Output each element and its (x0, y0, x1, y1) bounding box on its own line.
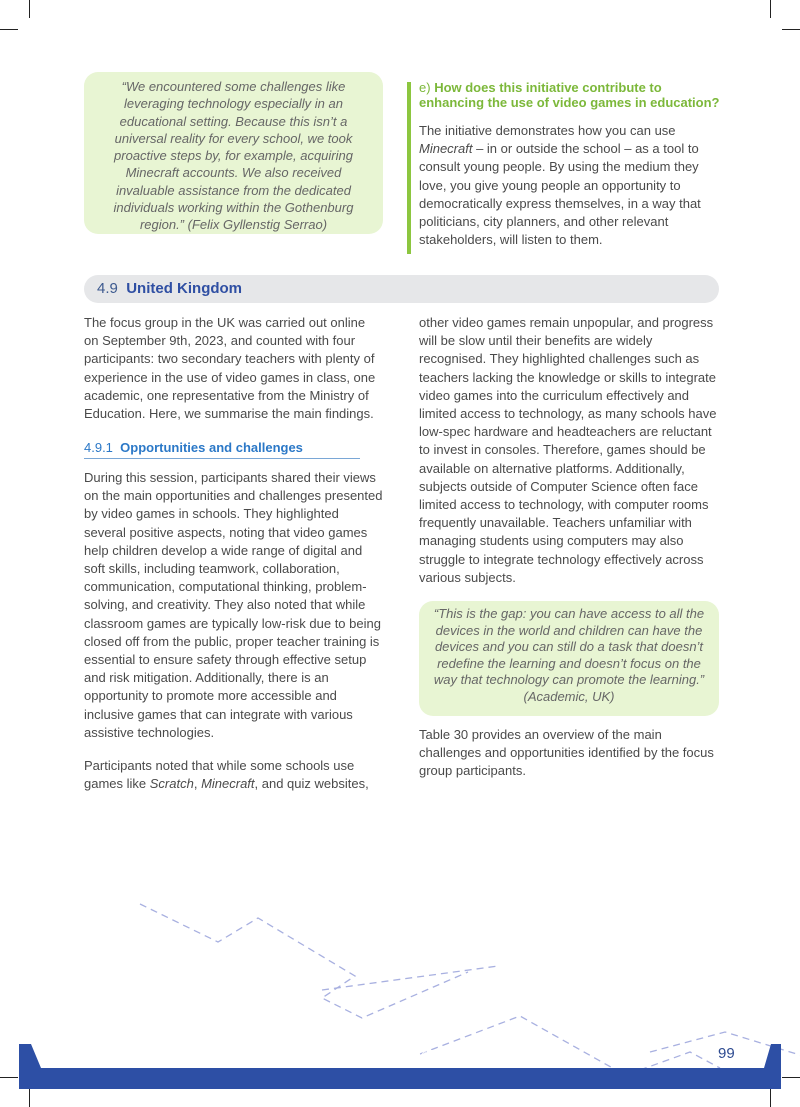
question-answer (419, 122, 719, 249)
answer-text-end: – in or outside the school – as a tool to consult young people. By using the medium they love, you give young people an opportunity to democratically express themselves, in a way that politicians, city planners, and other relevant stakeholders, will listen to them. (419, 141, 701, 248)
crop-mark (29, 0, 30, 18)
participants-paragraph (84, 757, 380, 793)
testimonial-quote-text: “We encountered some challenges like leveraging technology especially in an educational setting. Because this isn’t a universal reality for every school, we took proactive steps by, for example, acquiring Minecraft accounts. We also received invaluable assistance from the dedicated individuals working within the Gothenburg region.” (Felix Gyllenstig Serrao) (113, 79, 354, 233)
crop-mark (0, 29, 18, 30)
answer-text-start: The initiative demonstrates how you can use (419, 123, 676, 138)
participants-text-2: , (193, 776, 202, 792)
participants-text-1: Participants noted that while some schools use games like (84, 758, 355, 792)
question-heading (419, 80, 729, 110)
footer-title: Video Games in European Schools: Results from the Games in Schools 2023-2024 Research Project (58, 1049, 506, 1060)
section-number: 4.9 (97, 280, 118, 297)
question-number: e) (419, 80, 431, 95)
question-accent-bar (407, 82, 411, 254)
intro-paragraph: The focus group in the UK was carried out online on September 9th, 2023, and counted with four participants: two secondary teachers with plenty of experience in the use of video games in class, one academic, one representative from the Ministry of Education. Here, we summarise the main findings. (84, 315, 376, 422)
question-title: How does this initiative contribute to enhancing the use of video games in education? (419, 80, 720, 110)
challenges-paragraph: other video games remain unpopular, and progress will be slow until their benefits are widely recognised. They highlighted challenges such as teachers lacking the knowledge or skills to integrate video games into the curriculum effectively and limited access to technology, as many schools have low-spec hardware and headteachers are reluctant to invest in consoles. Therefore, games should be available on alternative platforms. Additionally, subjects outside of Computer Science often face limited access to technology, with computer rooms frequently unavailable. Teachers unfamiliar with managing students using computers may also struggle to integrate technology effectively across various subjects. (419, 315, 717, 585)
section-title: United Kingdom (126, 280, 243, 297)
section-heading (97, 280, 242, 298)
subsection-heading (84, 440, 303, 456)
academic-quote-text: “This is the gap: you can have access to all the devices in the world and children can have the devices and you can still do a task that doesn’t redefine the learning and doesn’t focus on the way that technology can promote the learning.” (Academic, UK) (433, 606, 705, 704)
subsection-number: 4.9.1 (84, 440, 113, 455)
crop-mark (770, 0, 771, 18)
page-number: 99 (718, 1045, 735, 1062)
answer-emphasis: Minecraft (419, 141, 473, 157)
participants-text-3: , and quiz websites, (254, 776, 369, 792)
table-reference-paragraph: Table 30 provides an overview of the main challenges and opportunities identified by the focus group participants. (419, 727, 714, 779)
session-paragraph: During this session, participants shared their views on the main opportunities and challenges presented by video games in schools. They highlighted several positive aspects, noting that video games help children develop a wide range of digital and soft skills, including teamwork, collaboration, communication, computational thinking, problem-solving, and creativity. They also noted that while classroom games are typically low-risk due to being closed off from the public, proper teacher training is essential to ensure safety through effective setup and risk mitigation. Additionally, there is an opportunity to promote more accessible and inclusive games that can integrate with various assistive technologies. (84, 470, 383, 740)
participants-emphasis-2: Minecraft (201, 776, 255, 792)
academic-quote-box (419, 601, 719, 716)
participants-emphasis-1: Scratch (149, 776, 194, 792)
subsection-title: Opportunities and challenges (120, 440, 303, 455)
testimonial-quote-box (84, 72, 383, 234)
crop-mark (782, 29, 800, 30)
subsection-underline (84, 458, 360, 459)
